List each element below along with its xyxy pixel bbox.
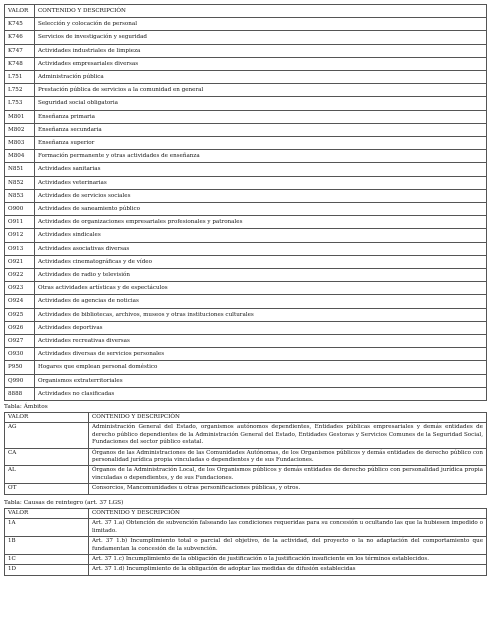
cell-descripcion: Actividades industriales de limpieza [35,44,487,57]
table-row [5,348,487,361]
table-row [5,189,487,202]
cell-valor: O921 [5,255,35,268]
activity-codes-table [4,4,487,401]
cell-valor: K747 [5,44,35,57]
table-header-row [5,413,487,423]
cell-descripcion: Seguridad social obligatoria [35,97,487,110]
cell-valor: AG [5,423,89,448]
table-row [5,71,487,84]
cell-descripcion: Selección y colocación de personal [35,18,487,31]
table-row [5,18,487,31]
cell-descripcion: Actividades asociativas diversas [35,242,487,255]
cell-descripcion: Actividades no clasificadas [35,387,487,400]
table-row [5,466,487,484]
cell-valor: O925 [5,308,35,321]
activity-codes-body [5,18,487,401]
table-row [5,308,487,321]
cell-valor: N853 [5,189,35,202]
table-row [5,519,487,537]
cell-valor: O926 [5,321,35,334]
cell-valor: K746 [5,31,35,44]
table-header-row [5,509,487,519]
cell-valor: O913 [5,242,35,255]
table-row [5,282,487,295]
cell-valor: N851 [5,163,35,176]
table-row [5,242,487,255]
table-row [5,361,487,374]
ambitos-body [5,423,487,494]
cell-descripcion: Consorcios, Mancomunidades u otras personificaciones públicas, y otros. [89,484,487,494]
cell-descripcion: Otras actividades artísticas y de espectáculos [35,282,487,295]
cell-valor: M801 [5,110,35,123]
cell-valor: O900 [5,203,35,216]
cell-descripcion: Formación permanente y otras actividades de enseñanza [35,150,487,163]
table-row [5,84,487,97]
cell-descripcion: Actividades de organizaciones empresariales profesionales y patronales [35,216,487,229]
cell-valor: CA [5,448,89,466]
cell-valor: 1D [5,565,89,575]
table-row [5,335,487,348]
cell-descripcion: Art. 37 1.d) Incumplimiento de la obligación de adoptar las medidas de difusión establecidas [89,565,487,575]
cell-descripcion: Actividades de radio y televisión [35,269,487,282]
table-row [5,216,487,229]
cell-descripcion: Actividades veterinarias [35,176,487,189]
cell-valor: M803 [5,137,35,150]
header-valor: VALOR [5,413,89,423]
table-row [5,269,487,282]
cell-valor: O924 [5,295,35,308]
cell-valor: Q990 [5,374,35,387]
table-row [5,255,487,268]
cell-descripcion: Prestación pública de servicios a la comunidad en general [35,84,487,97]
causas-reintegro-table [4,508,487,576]
table-row [5,57,487,70]
table-caption-causas-reintegro: Tabla: Causas de reintegro (art. 37 LGS) [4,500,124,506]
cell-descripcion: Art. 37 1.b) Incumplimiento total o parcial del objetivo, de la actividad, del proyecto o la no adaptación del comportamiento que fundamentan la concesión de la subvención. [89,537,487,555]
cell-descripcion: Actividades cinematográficas y de vídeo [35,255,487,268]
cell-valor: L753 [5,97,35,110]
cell-descripcion: Actividades recreativas diversas [35,335,487,348]
table-row [5,374,487,387]
table-row [5,203,487,216]
table-caption-ambitos: Tabla: Ámbitos [4,404,48,410]
table-row [5,423,487,448]
table-row [5,448,487,466]
cell-descripcion: Art. 37 1.c) Incumplimiento de la obligación de justificación o la justificación insuficiente en los términos establecidos. [89,555,487,565]
cell-descripcion: Actividades de bibliotecas, archivos, museos y otras instituciones culturales [35,308,487,321]
table-row [5,97,487,110]
table-row [5,110,487,123]
cell-valor: L751 [5,71,35,84]
cell-valor: K745 [5,18,35,31]
cell-valor: 1B [5,537,89,555]
table-row [5,150,487,163]
header-valor: VALOR [5,509,89,519]
cell-descripcion: Actividades deportivas [35,321,487,334]
cell-valor: 1A [5,519,89,537]
cell-descripcion: Servicios de investigación y seguridad [35,31,487,44]
table-row [5,229,487,242]
cell-valor: 1C [5,555,89,565]
table-row [5,537,487,555]
cell-descripcion: Órganos de la Administración Local, de los Organismos públicos y demás entidades de derecho público con personalidad jurídica propia vinculadas o dependientes, y de sus Fundaciones. [89,466,487,484]
cell-descripcion: Administración General del Estado, organismos autónomos dependientes, Entidades públicas empresariales y demás entidades de derecho público dependientes de la Administración General del Estado, Entidades Gestoras y Servicios Comunes de la Seguridad Social, Fundaciones del sector público estatal. [89,423,487,448]
cell-valor: M802 [5,123,35,136]
cell-valor: O927 [5,335,35,348]
ambitos-table [4,412,487,495]
cell-descripcion: Actividades de agencias de noticias [35,295,487,308]
cell-valor: 8888 [5,387,35,400]
table-row [5,44,487,57]
table-row [5,321,487,334]
table-row [5,31,487,44]
cell-valor: OT [5,484,89,494]
cell-valor: N852 [5,176,35,189]
header-contenido: CONTENIDO Y DESCRIPCIÓN [89,413,487,423]
causas-reintegro-body [5,519,487,575]
header-valor: VALOR [5,5,35,18]
table-row [5,176,487,189]
cell-valor: K748 [5,57,35,70]
cell-valor: AL [5,466,89,484]
table-row [5,565,487,575]
cell-valor: L752 [5,84,35,97]
cell-descripcion: Hogares que emplean personal doméstico [35,361,487,374]
cell-descripcion: Órganos de las Administraciones de las Comunidades Autónomas, de los Organismos públicos y demás entidades de derecho público con personalidad jurídica propia vinculadas o dependientes y de sus Fundaciones. [89,448,487,466]
cell-descripcion: Actividades sanitarias [35,163,487,176]
cell-descripcion: Organismos extraterritoriales [35,374,487,387]
cell-valor: O922 [5,269,35,282]
table-row [5,163,487,176]
header-contenido: CONTENIDO Y DESCRIPCIÓN [89,509,487,519]
table-row [5,555,487,565]
cell-descripcion: Enseñanza primaria [35,110,487,123]
header-contenido: CONTENIDO Y DESCRIPCIÓN [35,5,487,18]
cell-valor: O923 [5,282,35,295]
table-row [5,295,487,308]
table-row [5,484,487,494]
table-row [5,387,487,400]
table-header-row [5,5,487,18]
cell-descripcion: Actividades sindicales [35,229,487,242]
cell-descripcion: Actividades de servicios sociales [35,189,487,202]
table-row [5,123,487,136]
cell-valor: M804 [5,150,35,163]
cell-descripcion: Enseñanza secundaria [35,123,487,136]
table-row [5,137,487,150]
cell-descripcion: Administración pública [35,71,487,84]
cell-valor: O912 [5,229,35,242]
cell-descripcion: Actividades de saneamiento público [35,203,487,216]
cell-descripcion: Art. 37 1.a) Obtención de subvención falseando las condiciones requeridas para su concesión u ocultando las que la hubiesen impedido o limitado. [89,519,487,537]
cell-valor: O930 [5,348,35,361]
cell-valor: P950 [5,361,35,374]
cell-descripcion: Enseñanza superior [35,137,487,150]
cell-descripcion: Actividades empresariales diversas [35,57,487,70]
cell-valor: O911 [5,216,35,229]
cell-descripcion: Actividades diversas de servicios personales [35,348,487,361]
